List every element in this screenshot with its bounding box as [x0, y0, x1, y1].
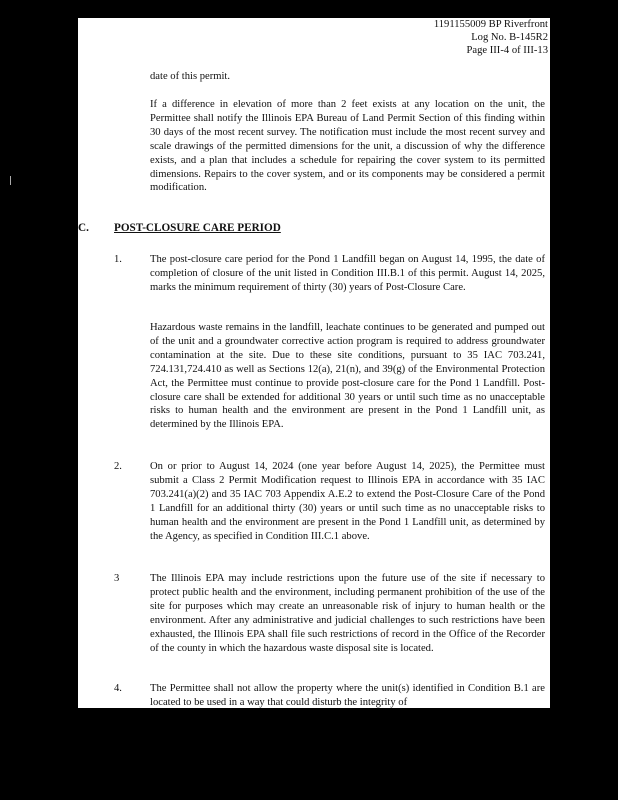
header-log-number: Log No. B-145R2 [471, 32, 548, 43]
item-1-paragraph-1: The post-closure care period for the Pond 1 Landfill began on August 14, 1995, the date of completion of closure of the unit listed in Condition III.B.1 of this permit. August 14, 2025, marks the minimum requirement of thirty (30) years of Post-Closure Care. [150, 254, 545, 293]
item-2-paragraph: On or prior to August 14, 2024 (one year before August 14, 2025), the Permittee must submit a Class 2 Permit Modification request to Illinois EPA in accordance with 35 IAC 703.241(a)(2) and 35 IAC 703 Appendix A.E.2 to extend the Post-Closure Care of the Pond 1 Landfill for an additional thirty (30) years or until such time as no unacceptable risks to human health and the environment are present in the Pond 1 Landfill unit, as determined by the Agency, as specified in Condition III.C.1 above. [150, 461, 545, 542]
document-page [78, 18, 550, 708]
item-1-paragraph-2: Hazardous waste remains in the landfill, leachate continues to be generated and pumped out of the unit and a groundwater corrective action program is required to address groundwater contamination at the site. Due to these site conditions, pursuant to 35 IAC 703.241, 724.131,724.410 as well as Sections 12(a), 21(n), and 39(g) of the Environmental Protection Act, the Permittee must continue to provide post-closure care for the Pond 1 Landfill. Post-closure care shall be extended for additional 30 years or until such time as no unacceptable risks to human health and the environment are present in the Pond 1 Landfill unit, as determined by the Illinois EPA. [150, 322, 545, 431]
item-4-number: 4. [114, 683, 122, 694]
intro-line: date of this permit. [150, 71, 231, 82]
item-2-number: 2. [114, 461, 122, 472]
scan-mark [10, 176, 11, 185]
page-header [434, 18, 548, 57]
item-4-paragraph: The Permittee shall not allow the property where the unit(s) identified in Condition B.1 are located to be used in a way that could disturb the integrity of [150, 683, 545, 708]
section-letter: C. [78, 222, 89, 234]
item-3-paragraph: The Illinois EPA may include restrictions upon the future use of the site if necessary to protect public health and the environment, including permanent prohibition of the use of the site for purposes which may create an unreasonable risk of injury to human health or the environment. After any administrative and judicial challenges to such restrictions have been exhausted, the Illinois EPA shall file such restrictions of record in the Office of the Recorder of the county in which the hazardous waste disposal site is located. [150, 573, 545, 654]
section-title: POST-CLOSURE CARE PERIOD [114, 222, 281, 234]
item-1-number: 1. [114, 254, 122, 265]
intro-paragraph: If a difference in elevation of more than 2 feet exists at any location on the unit, the Permittee shall notify the Illinois EPA Bureau of Land Permit Section of this finding within 30 days of the most recent survey. The notification must include the most recent survey and scale drawings of the permitted dimensions for the unit, a discussion of why the difference exists, and a plan that includes a schedule for repairing the cover system to its permitted dimensions. Repairs to the cover system, and or its components may be considered a permit modification. [150, 99, 545, 194]
header-permit-id: 1191155009 BP Riverfront [433, 19, 548, 30]
header-page-number: Page III-4 of III-13 [466, 45, 548, 56]
item-3-number: 3 [114, 573, 120, 584]
